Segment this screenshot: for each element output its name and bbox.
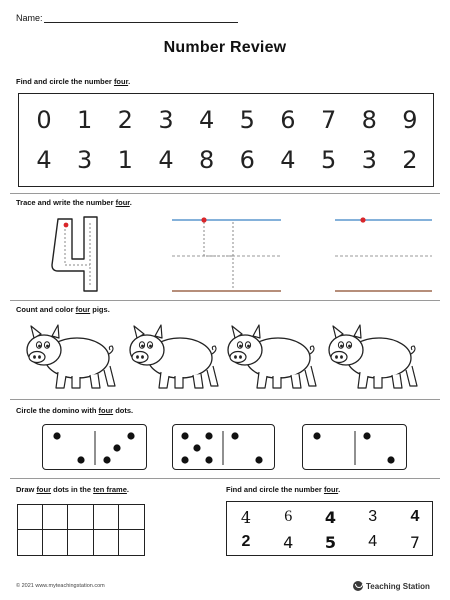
section-divider — [10, 399, 440, 400]
writing-lines-1[interactable] — [172, 217, 281, 291]
writing-lines-2[interactable] — [335, 217, 432, 291]
emphasis-four: four — [113, 77, 129, 86]
font-number-box — [226, 501, 433, 556]
emphasis-ten-frame: ten frame — [93, 485, 127, 494]
number-cell[interactable]: 5 — [324, 533, 337, 552]
brand-logo-link[interactable] — [353, 581, 430, 591]
number-cell[interactable]: 0 — [36, 106, 52, 134]
ten-frame-cell[interactable] — [119, 505, 144, 530]
number-cell[interactable]: 1 — [117, 146, 133, 174]
name-field[interactable] — [16, 13, 238, 23]
number-cell[interactable]: 1 — [77, 106, 93, 134]
number-cell[interactable]: 6 — [284, 508, 293, 525]
number-row-2 — [29, 146, 425, 174]
domino-2[interactable] — [172, 424, 275, 470]
instruction-trace-write: Trace and write the number four. — [16, 198, 132, 207]
font-row-2 — [233, 533, 428, 552]
number-cell[interactable]: 8 — [361, 106, 377, 134]
number-cell[interactable]: 4 — [368, 533, 378, 550]
font-row-1 — [233, 508, 428, 527]
emphasis-four: four — [75, 305, 91, 314]
pig-icon[interactable] — [130, 325, 218, 388]
ten-frame-cell[interactable] — [94, 505, 119, 530]
number-cell[interactable]: 4 — [283, 533, 294, 552]
number-cell[interactable]: 2 — [241, 533, 251, 550]
ten-frame-cell[interactable] — [43, 505, 68, 530]
start-dot-icon — [64, 223, 69, 228]
number-cell[interactable]: 5 — [239, 106, 255, 134]
ten-frame-cell[interactable] — [94, 530, 119, 555]
number-cell[interactable]: 3 — [158, 106, 174, 134]
number-search-box — [18, 93, 434, 187]
pig-row — [0, 318, 450, 390]
ten-frame-cell[interactable] — [68, 530, 93, 555]
number-cell[interactable]: 4 — [158, 146, 174, 174]
number-cell[interactable]: 6 — [239, 146, 255, 174]
page-title: Number Review — [163, 39, 287, 56]
name-label: Name: — [16, 13, 43, 23]
ten-frame-cell[interactable] — [43, 530, 68, 555]
emphasis-four: four — [98, 406, 114, 415]
domino-1[interactable] — [42, 424, 147, 470]
ten-frame-cell[interactable] — [119, 530, 144, 555]
instruction-find-circle: Find and circle the number four. — [16, 77, 131, 86]
number-cell[interactable]: 2 — [402, 146, 418, 174]
domino-3[interactable] — [302, 424, 407, 470]
emphasis-four: four — [36, 485, 52, 494]
number-cell[interactable]: 7 — [410, 533, 420, 552]
brand-name: Teaching Station — [366, 581, 430, 591]
number-cell[interactable]: 2 — [117, 106, 133, 134]
number-cell[interactable]: 9 — [402, 106, 418, 134]
number-cell[interactable]: 6 — [280, 106, 296, 134]
copyright-text: © 2021 www.myteachingstation.com — [16, 583, 105, 589]
number-row-1 — [29, 106, 425, 134]
section-divider — [10, 478, 440, 479]
section-divider — [10, 193, 440, 194]
emphasis-four: four — [115, 198, 130, 207]
ten-frame-cell[interactable] — [68, 505, 93, 530]
name-line[interactable] — [44, 13, 238, 23]
instruction-count-color: Count and color four pigs. — [16, 305, 110, 314]
start-dot-icon — [201, 217, 206, 222]
instruction-circle-domino: Circle the domino with four dots. — [16, 406, 134, 415]
instruction-draw-dots: Draw four dots in the ten frame. — [16, 485, 129, 494]
number-cell[interactable]: 5 — [320, 146, 337, 174]
pig-icon[interactable] — [228, 325, 316, 388]
number-cell[interactable]: 4 — [240, 508, 252, 527]
trace-write-area[interactable] — [0, 205, 450, 300]
pig-icon[interactable] — [27, 325, 115, 388]
number-cell[interactable]: 3 — [361, 146, 377, 174]
number-cell[interactable]: 4 — [410, 508, 420, 525]
emphasis-four: four — [323, 485, 339, 494]
number-cell[interactable]: 4 — [324, 508, 337, 527]
trace-four-outline — [52, 217, 97, 291]
ten-frame-cell[interactable] — [18, 505, 43, 530]
number-cell[interactable]: 4 — [198, 106, 215, 134]
number-cell[interactable]: 3 — [77, 146, 93, 174]
teaching-station-logo-icon — [353, 581, 363, 591]
number-cell[interactable]: 8 — [198, 146, 215, 174]
pig-icon[interactable] — [329, 325, 417, 388]
number-cell[interactable]: 3 — [368, 508, 378, 525]
ten-frame[interactable] — [17, 504, 145, 556]
number-cell[interactable]: 7 — [320, 106, 337, 134]
instruction-find-circle-fonts: Find and circle the number four. — [226, 485, 341, 494]
number-cell[interactable]: 4 — [36, 146, 52, 174]
start-dot-icon — [360, 217, 365, 222]
number-cell[interactable]: 4 — [280, 146, 296, 174]
section-divider — [10, 300, 440, 301]
ten-frame-cell[interactable] — [18, 530, 43, 555]
